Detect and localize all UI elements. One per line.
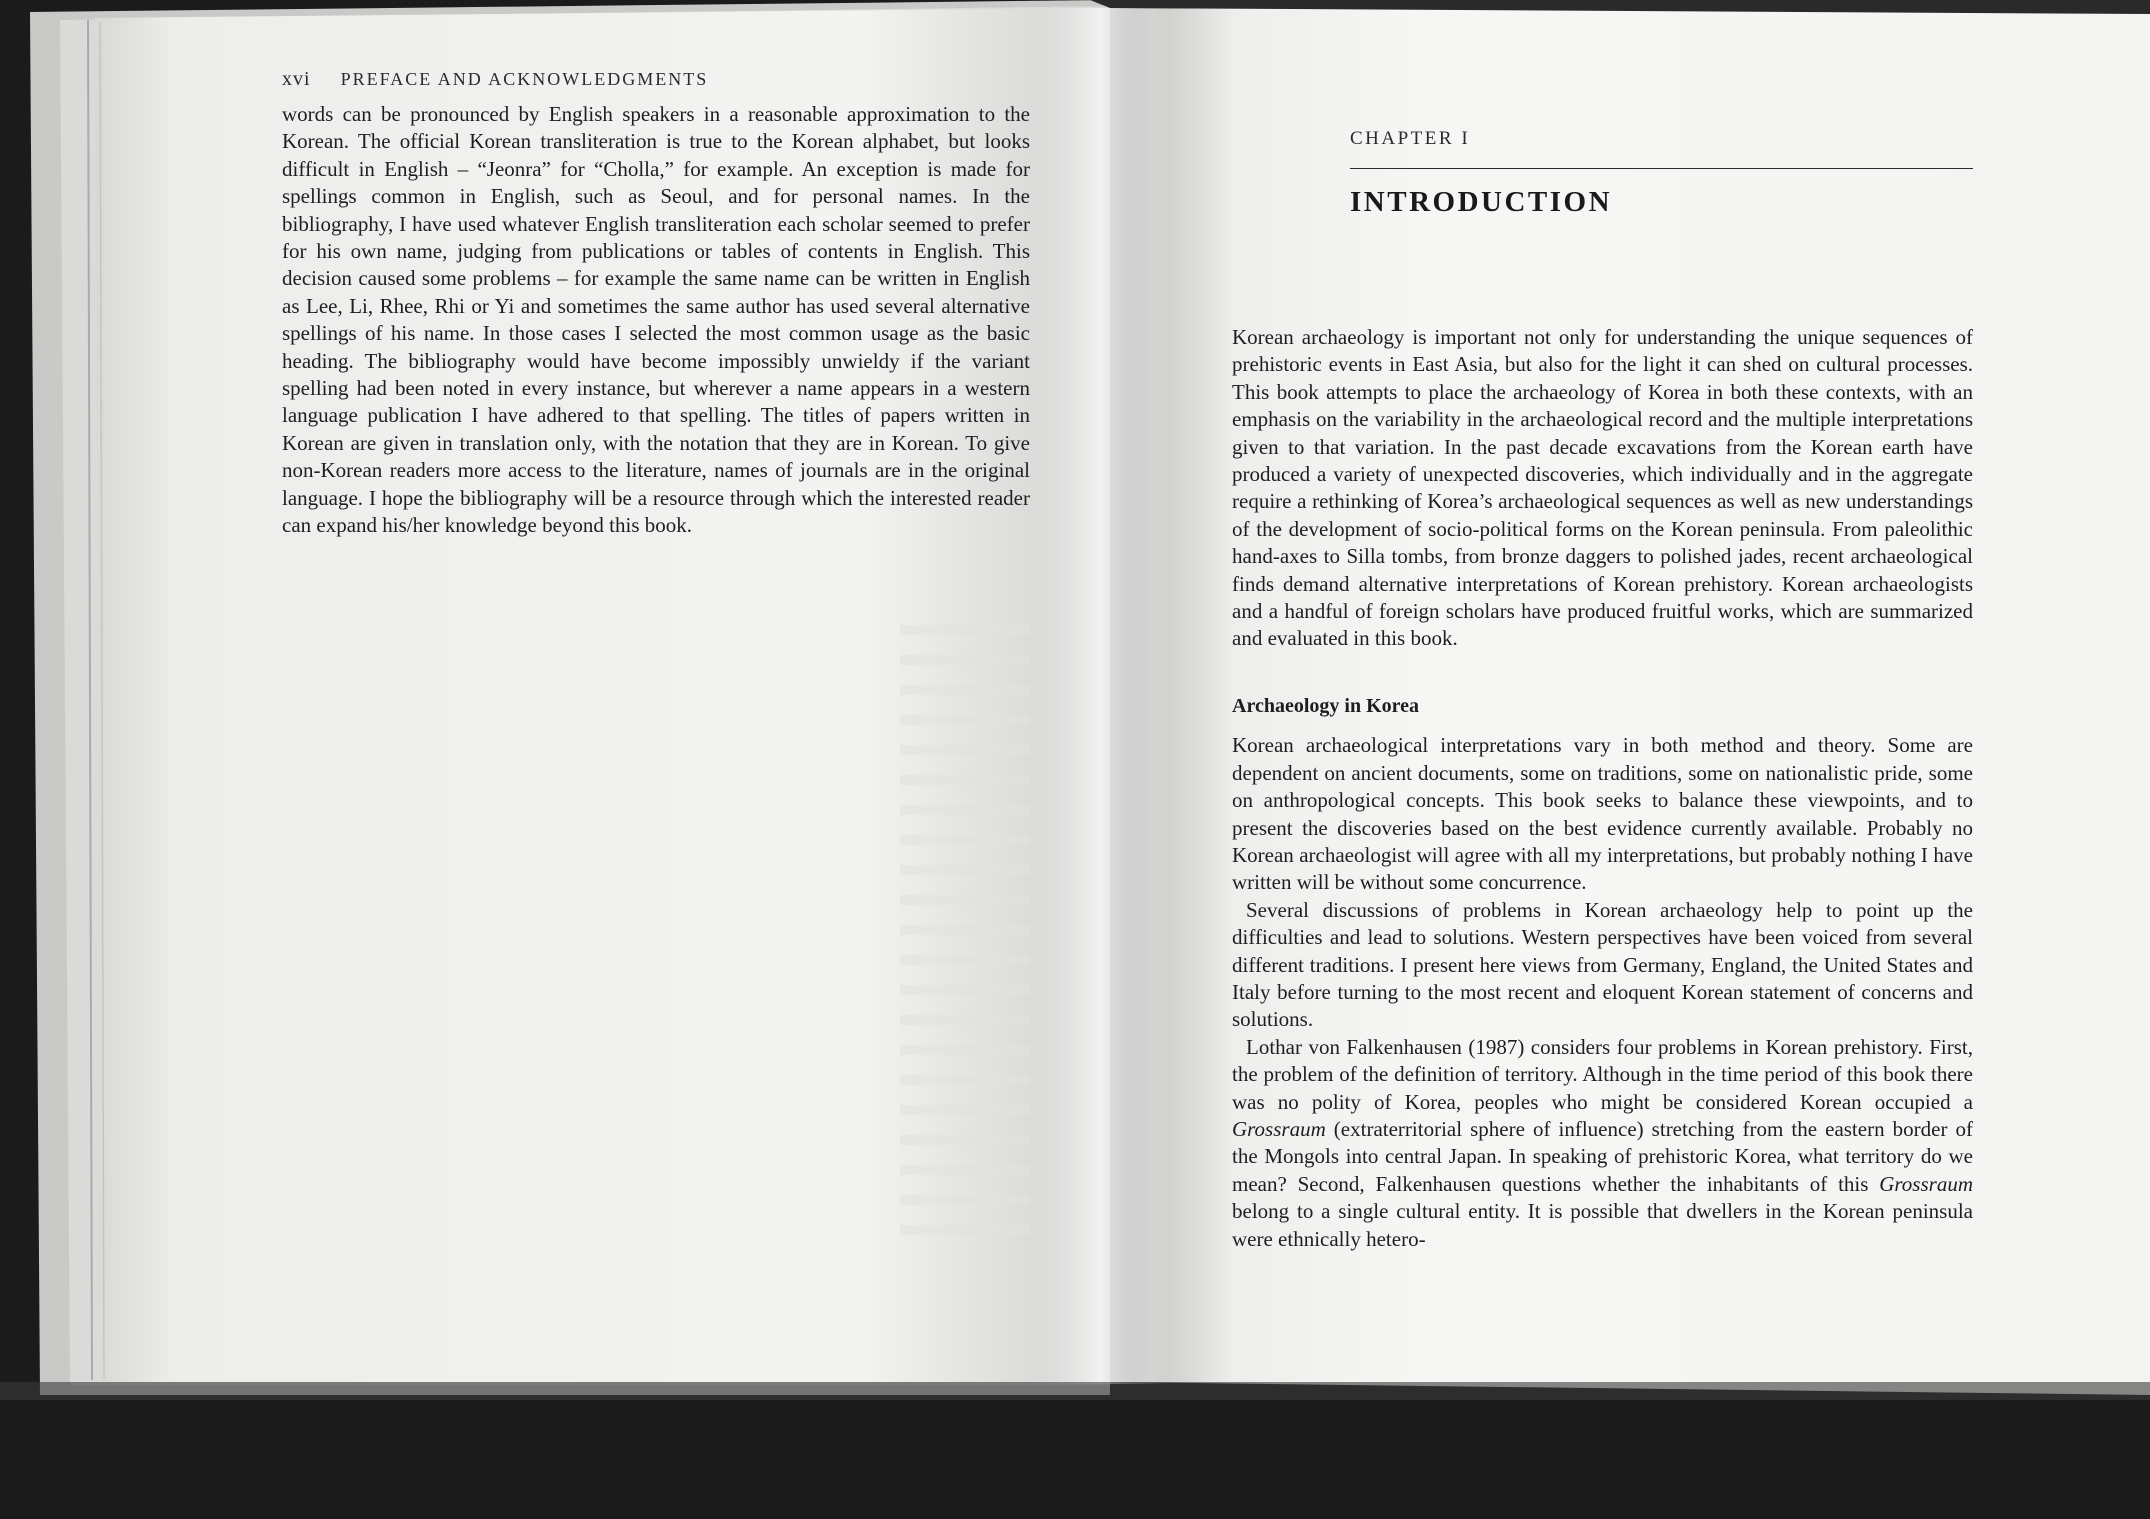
paragraph: words can be pronounced by English speakers in a reasonable approximation to the Korean. The official Korean transliteration is true to the Korean alphabet, but looks difficult in English – “Jeonra” for “Cholla,” for example. An exception is made for spellings common in English, such as Seoul, and for personal names. In the bibliography, I have used whatever English transliteration each scholar seemed to prefer for his own name, judging from publications or tables of contents in English. This decision caused some problems – for example the same name can be written in English as Lee, Li, Rhee, Rhi or Yi and sometimes the same author has used several alternative spellings of his name. In those cases I selected the most common usage as the basic heading. The bibliography would have become impossibly unwieldy if the variant spelling had been noted in every instance, but wherever a name appears in a western language publication I have adhered to that spelling. The titles of papers written in Korean are given in translation only, with the notation that they are in Korean. To give non-Korean readers more access to the literature, names of journals are in the original language. I hope the bibliography will be a resource through which the interested reader can expand his/her knowledge beyond this book. <box>282 102 1030 538</box>
right-body-text <box>1232 324 1973 1253</box>
paragraph-text: belong to a single cultural entity. It is possible that dwellers in the Korean peninsula were ethnically hetero- <box>1232 1199 1973 1251</box>
emphasis-term: Grossraum <box>1879 1171 1973 1196</box>
section-paragraph-3 <box>1232 1034 1973 1253</box>
intro-paragraph: Korean archaeology is important not only for understanding the unique sequences of prehistoric events in East Asia, but also for the light it can shed on cultural processes. This book attempts to place the archaeology of Korea in both these contexts, with an emphasis on the variability in the archaeological record and the multiple interpretations given to that variation. In the past decade excavations from the Korean earth have produced a variety of unexpected discoveries, which individually and in the aggregate require a rethinking of Korea’s archaeological sequences as well as new understandings of the development of socio-political forms on the Korean peninsula. From paleolithic hand-axes to Silla tombs, from bronze daggers to polished jades, recent archaeological finds demand alternative interpretations of Korean prehistory. Korean archaeologists and a handful of foreign scholars have produced fruitful works, which are summarized and evaluated in this book. <box>1232 325 1973 651</box>
chapter-rule <box>1350 168 1973 169</box>
section-paragraph-1: Korean archaeological interpretations vary in both method and theory. Some are dependent on ancient documents, some on traditions, some on nationalistic pride, some on anthropological concepts. This book seeks to balance these viewpoints, and to present the discoveries based on the best evidence currently available. Probably no Korean archaeologist will agree with all my interpretations, but probably nothing I have written will be without some concurrence. <box>1232 733 1973 895</box>
running-head-title: PREFACE AND ACKNOWLEDGMENTS <box>340 69 709 89</box>
section-paragraph-2: Several discussions of problems in Korean archaeology help to point up the difficulties and lead to solutions. Western perspectives have been voiced from several different traditions. I present here views from Germany, England, the United States and Italy before turning to the most recent and eloquent Korean statement of concerns and solutions. <box>1232 897 1973 1032</box>
section-heading: Archaeology in Korea <box>1232 694 1420 717</box>
paragraph-text: Lothar von Falkenhausen (1987) considers four problems in Korean prehistory. First, the problem of the definition of territory. Although in the time period of this book there was no polity of Korea, peoples who might be considered Korean occupied a <box>1232 1034 1973 1114</box>
left-running-head <box>282 68 1030 91</box>
emphasis-term: Grossraum <box>1232 1116 1326 1141</box>
chapter-label: CHAPTER I <box>1350 128 1471 149</box>
paragraph-text: (extraterritorial sphere of influence) stretching from the eastern border of the Mongols into central Japan. In speaking of prehistoric Korea, what territory do we mean? Second, Falkenhausen questions whether the inhabitants of this <box>1232 1116 1973 1196</box>
left-body-text <box>282 101 1030 540</box>
page-number: xvi <box>282 68 311 90</box>
left-page <box>282 68 1030 540</box>
chapter-title: INTRODUCTION <box>1350 186 1613 218</box>
